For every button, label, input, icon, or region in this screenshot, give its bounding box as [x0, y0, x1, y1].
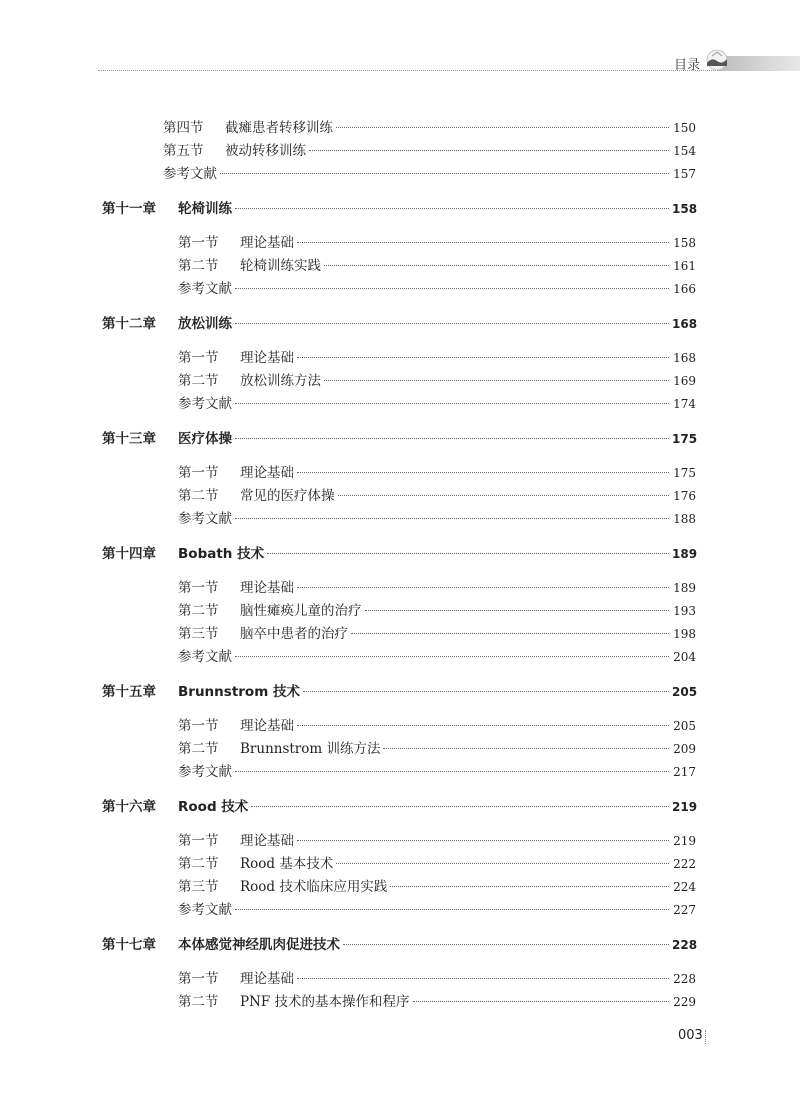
toc-page-number: 217 [673, 765, 696, 779]
toc-leader-dots [235, 909, 669, 910]
toc-leader-dots [309, 150, 669, 151]
toc-section-row[interactable] [178, 622, 696, 642]
toc-entry-number: 第一节 [178, 718, 219, 734]
toc-leader-dots [297, 978, 669, 979]
toc-reference-row[interactable] [178, 898, 696, 918]
toc-leader-dots [390, 886, 669, 887]
toc-entry-title: 理论基础 [240, 833, 294, 849]
toc-entry-title: 截瘫患者转移训练 [225, 120, 333, 136]
toc-entry-number: 第一节 [178, 350, 219, 366]
toc-entry-number: 第十五章 [102, 684, 156, 700]
toc-leader-dots [297, 725, 669, 726]
toc-entry-number: 第五节 [163, 143, 204, 159]
toc-entry-label [178, 760, 232, 780]
toc-entry-label [102, 427, 232, 447]
toc-entry-number: 第十一章 [102, 201, 156, 217]
toc-page-number: 176 [673, 489, 696, 503]
toc-entry-label [178, 576, 294, 596]
toc-entry-title: 放松训练方法 [240, 373, 321, 389]
toc-page-number: 189 [672, 547, 698, 561]
toc-entry-title: Rood 基本技术 [240, 856, 334, 872]
toc-leader-dots [336, 127, 669, 128]
toc-section-row[interactable] [178, 346, 696, 366]
toc-entry-number: 第一节 [178, 971, 219, 987]
toc-entry-label [178, 254, 321, 274]
page-marker [705, 1030, 707, 1044]
toc-entry-label [102, 795, 248, 815]
toc-page-number: 222 [673, 857, 696, 871]
toc-leader-dots [235, 656, 669, 657]
toc-entry-label [178, 392, 232, 412]
toc-leader-dots [336, 863, 669, 864]
toc-leader-dots [413, 1001, 669, 1002]
toc-entry-title: 医疗体操 [178, 431, 232, 447]
toc-entry-title: 被动转移训练 [225, 143, 306, 159]
toc-entry-title: 理论基础 [240, 465, 294, 481]
toc-entry-title: 参考文献 [178, 281, 232, 297]
toc-entry-number: 第十二章 [102, 316, 156, 332]
toc-entry-number: 第三节 [178, 879, 219, 895]
toc-section-row[interactable] [178, 576, 696, 596]
toc-entry-title: 参考文献 [178, 396, 232, 412]
toc-entry-label [178, 645, 232, 665]
toc-section-row[interactable] [178, 967, 696, 987]
toc-page-number: 224 [673, 880, 696, 894]
toc-chapter-row[interactable] [102, 197, 696, 217]
toc-entry-title: 参考文献 [178, 649, 232, 665]
toc-entry-label [178, 990, 410, 1010]
toc-entry-number: 第二节 [178, 741, 219, 757]
toc-page-number: 169 [673, 374, 696, 388]
toc-leader-dots [383, 748, 669, 749]
toc-section-row[interactable] [178, 231, 696, 251]
toc-page-number: 219 [672, 800, 698, 814]
toc-chapter-row[interactable] [102, 933, 696, 953]
toc-section-row[interactable] [178, 369, 696, 389]
toc-entry-title: 理论基础 [240, 580, 294, 596]
toc-section-row[interactable] [178, 461, 696, 481]
toc-section-row[interactable] [178, 990, 696, 1010]
toc-entry-label [178, 484, 335, 504]
toc-entry-label [178, 599, 362, 619]
toc-leader-dots [365, 610, 670, 611]
toc-leader-dots [297, 242, 669, 243]
toc-leader-dots [235, 771, 669, 772]
toc-entry-label [178, 346, 294, 366]
toc-page-number: 189 [673, 581, 696, 595]
toc-leader-dots [235, 323, 669, 324]
toc-entry-title: 轮椅训练 [178, 201, 232, 217]
toc-entry-label [178, 461, 294, 481]
toc-chapter-row[interactable] [102, 680, 696, 700]
page-number: 003 [678, 1028, 703, 1043]
toc-section-row[interactable] [163, 116, 696, 136]
toc-entry-label [178, 967, 294, 987]
toc-leader-dots [235, 403, 669, 404]
toc-entry-title: 常见的医疗体操 [240, 488, 335, 504]
toc-entry-number: 第二节 [178, 603, 219, 619]
toc-entry-title: 理论基础 [240, 235, 294, 251]
toc-entry-label [102, 680, 300, 700]
toc-page-number: 205 [672, 685, 698, 699]
toc-entry-title: Bobath 技术 [178, 546, 265, 562]
toc-entry-title: 参考文献 [178, 902, 232, 918]
toc-leader-dots [324, 380, 669, 381]
toc-leader-dots [235, 288, 669, 289]
toc-page-number: 158 [672, 202, 698, 216]
toc-entry-title: 参考文献 [178, 764, 232, 780]
toc-entry-label [163, 116, 333, 136]
toc-leader-dots [235, 438, 669, 439]
toc-entry-number: 第十三章 [102, 431, 156, 447]
toc-entry-title: 脑性瘫痪儿童的治疗 [240, 603, 362, 619]
toc-section-row[interactable] [178, 737, 696, 757]
toc-page-number: 193 [673, 604, 696, 618]
toc-entry-number: 第三节 [178, 626, 219, 642]
toc-entry-title: Brunnstrom 技术 [178, 684, 300, 700]
toc-entry-number: 第一节 [178, 580, 219, 596]
toc-entry-label [178, 369, 321, 389]
toc-page-number: 168 [672, 317, 698, 331]
toc-page-number: 198 [673, 627, 696, 641]
toc-leader-dots [324, 265, 669, 266]
toc-entry-title: 放松训练 [178, 316, 232, 332]
toc-entry-label [178, 898, 232, 918]
toc-reference-row[interactable] [178, 760, 696, 780]
toc-entry-label [178, 507, 232, 527]
toc-page-number: 154 [673, 144, 696, 158]
toc-reference-row[interactable] [178, 392, 696, 412]
toc-section-row[interactable] [178, 484, 696, 504]
toc-entry-label [178, 875, 387, 895]
toc-entry-label [163, 139, 306, 159]
toc-page-number: 161 [673, 259, 696, 273]
toc-entry-label [102, 312, 232, 332]
toc-leader-dots [351, 633, 669, 634]
toc-entry-label [102, 933, 340, 953]
toc-leader-dots [267, 553, 669, 554]
toc-page-number: 175 [672, 432, 698, 446]
toc-entry-title: 脑卒中患者的治疗 [240, 626, 348, 642]
toc-page-number: 157 [673, 167, 696, 181]
toc-entry-label [178, 277, 232, 297]
toc-page-number: 158 [673, 236, 696, 250]
toc-entry-title: Rood 技术 [178, 799, 249, 815]
toc-entry-title: 本体感觉神经肌肉促进技术 [178, 937, 340, 953]
toc-entry-number: 第二节 [178, 258, 219, 274]
toc-reference-row[interactable] [178, 277, 696, 297]
toc-chapter-row[interactable] [102, 312, 696, 332]
toc-entry-label [178, 852, 333, 872]
toc-chapter-row[interactable] [102, 542, 696, 562]
toc-section-row[interactable] [178, 254, 696, 274]
toc-page-number: 228 [672, 938, 698, 952]
toc-leader-dots [297, 587, 669, 588]
toc-page-number: 228 [673, 972, 696, 986]
toc-entry-title: 理论基础 [240, 350, 294, 366]
toc-section-row[interactable] [178, 829, 696, 849]
toc-leader-dots [297, 840, 669, 841]
toc-entry-label [178, 714, 294, 734]
toc-entry-number: 第十四章 [102, 546, 156, 562]
toc-page-number: 205 [673, 719, 696, 733]
toc-entry-label [178, 737, 380, 757]
toc-entry-number: 第二节 [178, 488, 219, 504]
toc-entry-title: 参考文献 [163, 166, 217, 182]
toc-reference-row[interactable] [178, 645, 696, 665]
toc-leader-dots [297, 357, 669, 358]
toc-reference-row[interactable] [163, 162, 696, 182]
toc-entry-label [178, 622, 348, 642]
toc-page-number: 227 [673, 903, 696, 917]
toc-leader-dots [220, 173, 669, 174]
toc-entry-number: 第十六章 [102, 799, 156, 815]
toc-page-number: 209 [673, 742, 696, 756]
toc-page-number: 150 [673, 121, 696, 135]
toc-entry-title: 参考文献 [178, 511, 232, 527]
toc-entry-label [102, 542, 264, 562]
toc-leader-dots [338, 495, 670, 496]
header-title: 目录 [674, 58, 701, 73]
toc-entry-title: PNF 技术的基本操作和程序 [240, 994, 410, 1010]
toc-section-row[interactable] [178, 852, 696, 872]
toc-leader-dots [251, 806, 669, 807]
toc-page-number: 204 [673, 650, 696, 664]
toc-entry-number: 第二节 [178, 373, 219, 389]
toc-chapter-row[interactable] [102, 795, 696, 815]
toc-reference-row[interactable] [178, 507, 696, 527]
toc-entry-number: 第一节 [178, 833, 219, 849]
toc-entry-label [178, 829, 294, 849]
toc-section-row[interactable] [178, 875, 696, 895]
toc-page-number: 219 [673, 834, 696, 848]
toc-entry-title: 理论基础 [240, 718, 294, 734]
toc-chapter-row[interactable] [102, 427, 696, 447]
toc-leader-dots [297, 472, 669, 473]
toc-section-row[interactable] [178, 714, 696, 734]
toc-page-number: 188 [673, 512, 696, 526]
toc-page-number: 175 [673, 466, 696, 480]
toc-entry-label [102, 197, 232, 217]
toc-page-number: 174 [673, 397, 696, 411]
toc-entry-number: 第二节 [178, 856, 219, 872]
toc-page-number: 168 [673, 351, 696, 365]
toc-entry-number: 第四节 [163, 120, 204, 136]
toc-entry-number: 第一节 [178, 465, 219, 481]
toc-entry-number: 第二节 [178, 994, 219, 1010]
toc-section-row[interactable] [178, 599, 696, 619]
wave-ornament-icon [703, 48, 731, 72]
toc-leader-dots [343, 944, 669, 945]
toc-entry-label [178, 231, 294, 251]
toc-entry-number: 第一节 [178, 235, 219, 251]
toc-section-row[interactable] [163, 139, 696, 159]
toc-leader-dots [235, 208, 669, 209]
toc-entry-title: Rood 技术临床应用实践 [240, 879, 388, 895]
toc-entry-title: 理论基础 [240, 971, 294, 987]
toc-page-number: 166 [673, 282, 696, 296]
toc-leader-dots [303, 691, 669, 692]
toc-entry-label [163, 162, 217, 182]
toc-page-number: 229 [673, 995, 696, 1009]
toc-entry-title: Brunnstrom 训练方法 [240, 741, 381, 757]
toc-entry-number: 第十七章 [102, 937, 156, 953]
toc-leader-dots [235, 518, 669, 519]
toc-entry-title: 轮椅训练实践 [240, 258, 321, 274]
